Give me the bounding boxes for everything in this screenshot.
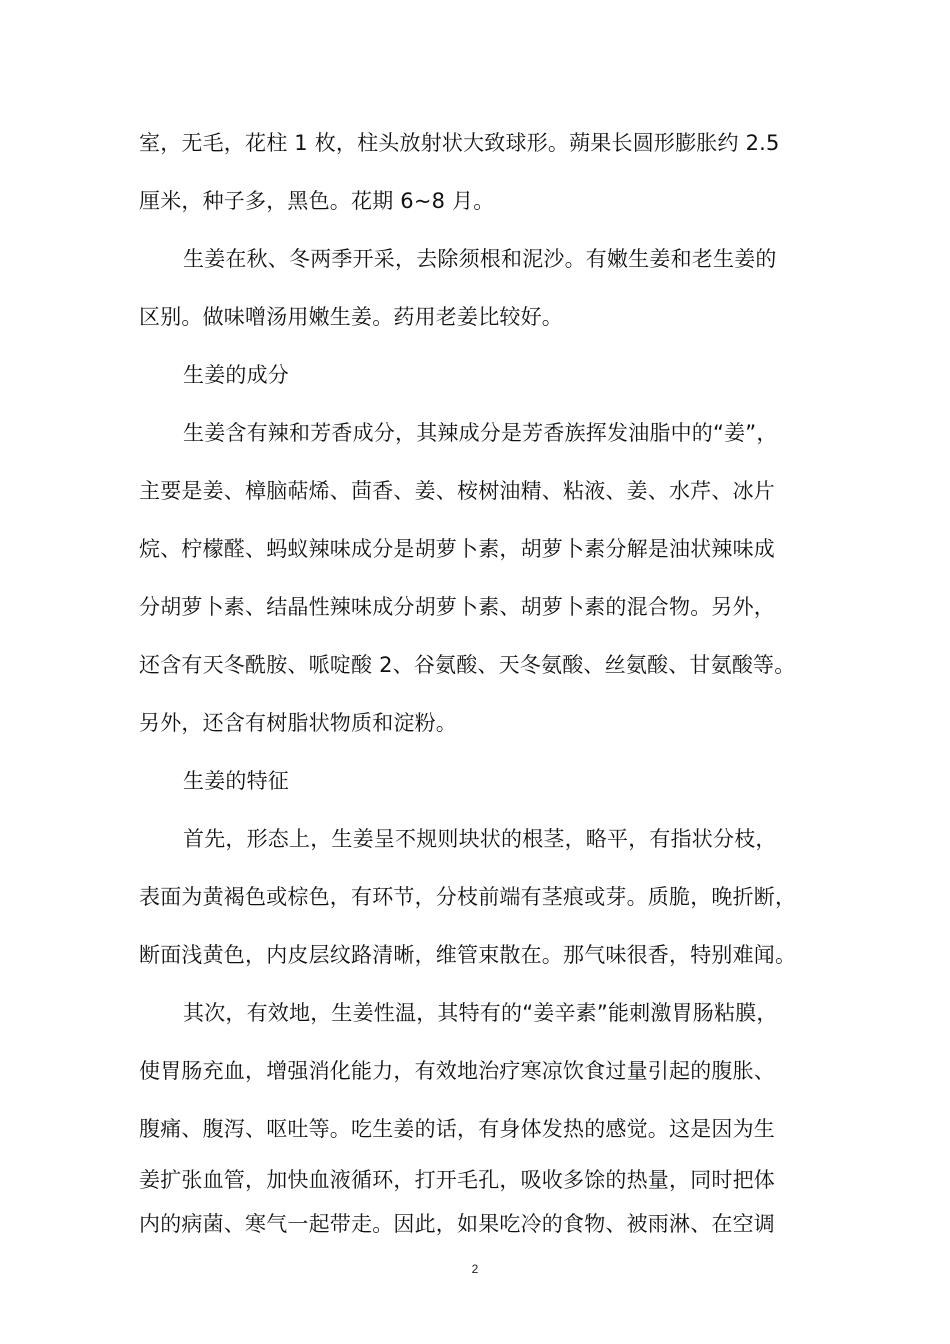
text-line: 断面浅黄色，内皮层纹路清晰，维管束散在。那气味很香，特别难闻。	[139, 943, 797, 967]
text-line: 使胃肠充血，增强消化能力，有效地治疗寒凉饮食过量引起的腹胀、	[139, 1059, 775, 1083]
document-body	[139, 114, 839, 1246]
text-line: 另外，还含有树脂状物质和淀粉。	[139, 711, 457, 735]
text-line: 分胡萝卜素、结晶性辣味成分胡萝卜素、胡萝卜素的混合物。另外，	[139, 595, 775, 619]
text-line: 厘米，种子多，黑色。花期 6~8 月。	[139, 189, 495, 213]
page-number: 2	[471, 1262, 479, 1276]
text-line: 区别。做味噌汤用嫩生姜。药用老姜比较好。	[139, 305, 563, 329]
paragraph-first-line: 生姜含有辣和芳香成分，其辣成分是芳香族挥发油脂中的“姜”，	[183, 421, 778, 445]
section-heading-composition: 生姜的成分	[183, 363, 289, 387]
section-heading-features: 生姜的特征	[183, 769, 289, 793]
text-line: 内的病菌、寒气一起带走。因此，如果吃冷的食物、被雨淋、在空调	[139, 1212, 775, 1236]
text-line: 还含有天冬酰胺、哌啶酸 2、谷氨酸、天冬氨酸、丝氨酸、甘氨酸等。	[139, 653, 796, 677]
paragraph-first-line: 生姜在秋、冬两季开采，去除须根和泥沙。有嫩生姜和老生姜的	[183, 247, 777, 271]
text-line: 室，无毛，花柱 1 枚，柱头放射状大致球形。蒴果长圆形膨胀约 2.5	[139, 131, 780, 155]
text-line: 烷、柠檬醛、蚂蚁辣味成分是胡萝卜素，胡萝卜素分解是油状辣味成	[139, 537, 775, 561]
paragraph-first-line: 其次，有效地，生姜性温，其特有的“姜辛素”能刺激胃肠粘膜，	[183, 1001, 778, 1025]
text-line: 表面为黄褐色或棕色，有环节，分枝前端有茎痕或芽。质脆，晚折断，	[139, 885, 797, 909]
text-line: 姜扩张血管，加快血液循环，打开毛孔，吸收多馀的热量，同时把体	[139, 1168, 775, 1192]
paragraph-first-line: 首先，形态上，生姜呈不规则块状的根茎，略平，有指状分枝，	[183, 827, 777, 851]
text-line: 腹痛、腹泻、呕吐等。吃生姜的话，有身体发热的感觉。这是因为生	[139, 1117, 775, 1141]
text-line: 主要是姜、樟脑萜烯、茴香、姜、桉树油精、粘液、姜、水芹、冰片	[139, 479, 775, 503]
